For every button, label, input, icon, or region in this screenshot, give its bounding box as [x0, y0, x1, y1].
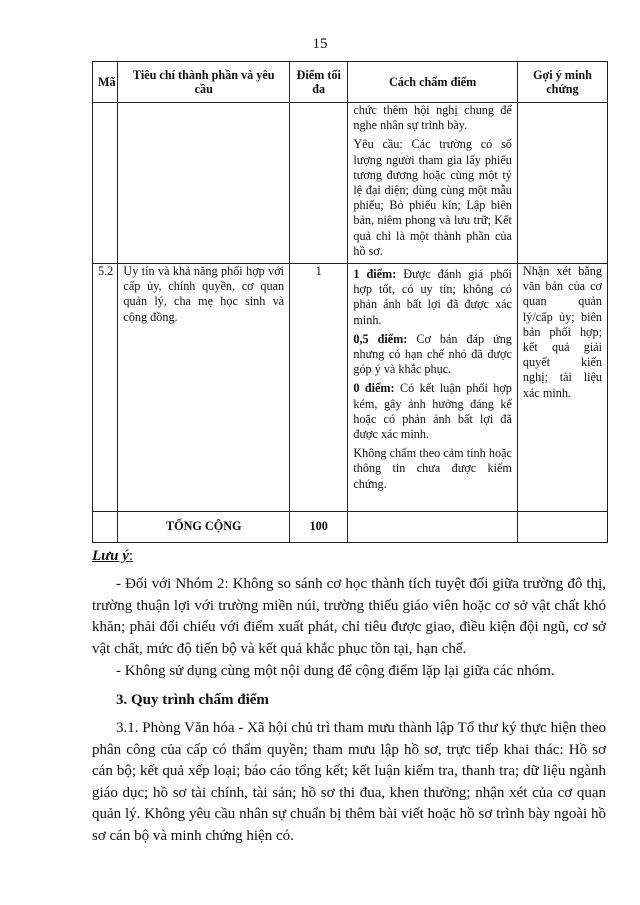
- scoring-level-0: 0 điểm: Có kết luận phối hợp kém, gây ảnh hưởng đáng kể hoặc có phản ánh bất lợi đã được xác minh.: [353, 381, 512, 442]
- cell-total-label: TỔNG CỘNG: [118, 512, 290, 543]
- cell-cach-cham-continued: [348, 103, 518, 264]
- cell-ma-empty: [93, 103, 118, 264]
- cell-goi-y-empty: [517, 103, 607, 264]
- note-paragraph-1: - Đối với Nhóm 2: Không so sánh cơ học thành tích tuyệt đối giữa trường đô thị, trường thuận lợi với trường miền núi, trường thiếu giáo viên hoặc cơ sở vật chất khó khăn; phải đối chiếu với điểm xuất phát, chỉ tiêu được giao, điều kiện đội ngũ, cơ sở vật chất, mức độ tiến bộ và kết quả khắc phục tồn tại, hạn chế.: [92, 576, 606, 657]
- section-3-heading: 3. Quy trình chấm điểm: [116, 692, 269, 708]
- header-diem: Điểm tối đa: [290, 62, 348, 103]
- header-ma: Mã: [93, 62, 118, 103]
- cell-diem-5-2: 1: [290, 264, 348, 512]
- table-row-total: [93, 512, 608, 543]
- section-3-paragraph-1: 3.1. Phòng Văn hóa - Xã hội chủ trì tham mưu thành lập Tổ thư ký thực hiện theo phân công của cấp có thẩm quyền; tham mưu lập hồ sơ, trực tiếp khai thác: Hồ sơ cán bộ; kết quả xếp loại; báo cáo tổng kết; kết luận kiểm tra, thanh tra; dữ liệu ngành giáo dục; hồ sơ tài chính, tài sản; hồ sơ thi đua, khen thưởng; nhận xét của cơ quan quản lý. Không yêu cầu nhân sự chuẩn bị thêm bài viết hoặc hồ sơ trình bày ngoài hồ sơ cán bộ và minh chứng hiện có.: [92, 720, 606, 844]
- cell-total-value: 100: [290, 512, 348, 543]
- criteria-table: [92, 61, 608, 543]
- continued-para-2: Yêu cầu: Các trường có số lượng người tham gia lấy phiếu tương đương hoặc cùng một tỷ lệ đại diện; dùng cùng một mẫu phiếu; Bỏ phiếu kín; Lập biên bản, niêm phong và lưu trữ; Kết quả chỉ là một thành phần của hồ sơ.: [353, 137, 512, 258]
- cell-cach-cham-5-2: [348, 264, 518, 512]
- cell-tieu-chi-empty: [118, 103, 290, 264]
- header-tieu-chi: Tiêu chí thành phần và yêu cầu: [118, 62, 290, 103]
- scoring-level-1: 1 điểm: Được đánh giá phối hợp tốt, có uy tín; không có phản ánh bất lợi đã được xác minh.: [353, 267, 512, 327]
- table-header-row: [93, 62, 608, 103]
- header-goi-y: Gợi ý minh chứng: [517, 62, 607, 103]
- table-row-5-2: [93, 264, 608, 512]
- cell-tieu-chi-5-2: Uy tín và khả năng phối hợp với cấp ủy, chính quyền, cơ quan quản lý, cha mẹ học sinh và cộng đồng.: [118, 264, 290, 512]
- cell-diem-empty: [290, 103, 348, 264]
- note-paragraph-2: - Không sử dụng cùng một nội dung để cộng điểm lặp lại giữa các nhóm.: [116, 663, 555, 679]
- scoring-note: Không chấm theo cảm tính hoặc thông tin chưa được kiểm chứng.: [353, 446, 512, 491]
- page-number: 15: [312, 36, 328, 52]
- cell-total-ma-empty: [93, 512, 118, 543]
- cell-ma-5-2: 5.2: [93, 264, 118, 512]
- table-row-continued: [93, 103, 608, 264]
- cell-total-cach-empty: [348, 512, 518, 543]
- cell-total-goi-empty: [517, 512, 607, 543]
- continued-para-1: chức thêm hội nghị chung để nghe nhân sự trình bày.: [353, 103, 512, 133]
- cell-goi-y-5-2: Nhận xét bằng văn bản của cơ quan quản lý/cấp ủy; biên bản phối hợp; kết quả giải quyết kiến nghị; tài liệu xác minh.: [517, 264, 607, 512]
- scoring-level-0-5: 0,5 điểm: Cơ bản đáp ứng nhưng có hạn chế nhỏ đã được góp ý và khắc phục.: [353, 331, 512, 377]
- header-cach-cham: Cách chấm điểm: [348, 62, 518, 103]
- note-title: Lưu ý:: [92, 548, 134, 564]
